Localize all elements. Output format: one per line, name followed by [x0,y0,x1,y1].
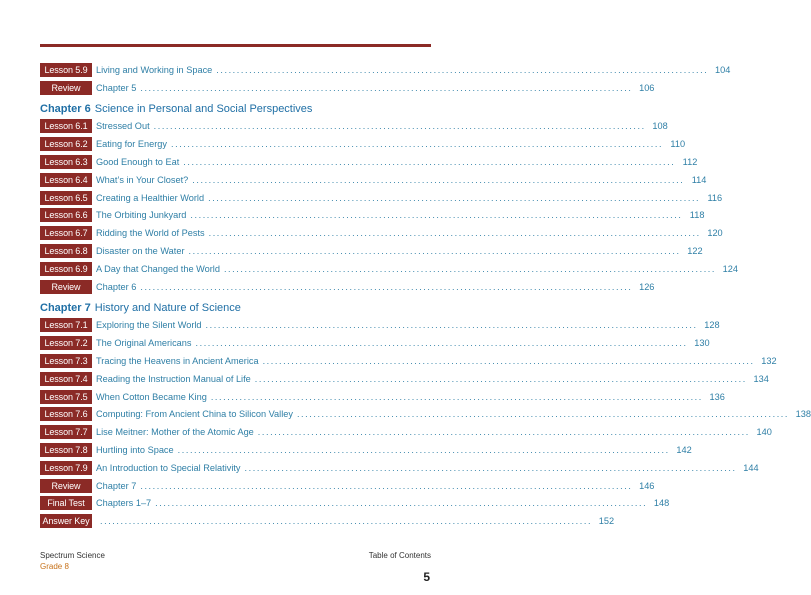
entry-page-number: 148 [653,498,670,509]
dot-leader: ........................................................................................................................ [183,157,676,168]
entry-title: Chapters 1–7 [96,498,155,508]
entry-title: Disaster on the Water [96,246,189,256]
toc-entry[interactable] [40,334,710,352]
dot-leader: ........................................................................................................................ [140,281,633,292]
dot-leader: ........................................................................................................................ [254,373,747,384]
toc-entry[interactable] [40,512,615,530]
series-name: Spectrum Science [40,551,105,560]
entry-badge: Lesson 7.7 [40,425,92,439]
entry-title: An Introduction to Special Relativity [96,463,245,473]
dot-leader: ........................................................................................................................ [205,320,698,331]
dot-leader: ........................................................................................................................ [257,427,750,438]
entry-title: The Original Americans [96,338,196,348]
entry-page-number: 146 [639,480,655,491]
entry-page-number: 116 [707,192,723,203]
dot-leader: ........................................................................................................................ [195,338,688,349]
dot-leader: ........................................................................................................................ [190,210,683,221]
toc-entry[interactable] [40,278,655,296]
dot-leader: ........................................................................................................................ [216,64,709,75]
entry-page-number: 118 [689,210,705,221]
toc-entry[interactable] [40,61,731,79]
toc-entry[interactable] [40,153,698,171]
entry-title: Stressed Out [96,121,154,131]
entry-page-number: 122 [687,246,703,257]
toc-entry[interactable] [40,189,723,207]
entry-badge: Lesson 7.8 [40,443,92,457]
dot-leader: ........................................................................................................................ [188,246,681,257]
chapter-number: Chapter 7 [40,301,91,314]
dot-leader: ........................................................................................................................ [262,356,755,367]
entry-page-number: 110 [670,139,686,150]
entry-badge: Lesson 6.6 [40,208,92,222]
entry-badge: Lesson 7.9 [40,461,92,475]
entry-title: Chapter 6 [96,282,140,292]
toc-section-a [40,61,731,97]
chapter-number: Chapter 6 [40,102,91,115]
entry-page-number: 108 [652,121,668,132]
dot-leader: ........................................................................................................................ [223,263,716,274]
entry-badge: Lesson 7.6 [40,407,92,421]
toc-entry[interactable] [40,406,811,424]
dot-leader: ........................................................................................................................ [100,516,593,527]
dot-leader: ........................................................................................................................ [153,121,646,132]
dot-leader: ........................................................................................................................ [140,82,633,93]
entry-badge: Lesson 6.8 [40,244,92,258]
toc-section-c [40,317,811,531]
entry-badge: Lesson 7.2 [40,336,92,350]
toc-entry[interactable] [40,260,738,278]
entry-badge: Lesson 7.5 [40,390,92,404]
toc-entry[interactable] [40,352,777,370]
dot-leader: ........................................................................................................................ [208,228,701,239]
toc-entry[interactable] [40,207,705,225]
dot-leader: ........................................................................................................................ [192,174,685,185]
dot-leader: ........................................................................................................................ [177,445,670,456]
entry-badge: Lesson 6.4 [40,173,92,187]
dot-leader: ........................................................................................................................ [208,192,701,203]
entry-badge: Lesson 7.3 [40,354,92,368]
table-of-contents [40,61,811,530]
entry-badge: Lesson 6.5 [40,191,92,205]
entry-page-number: 126 [639,281,655,292]
entry-title: Chapter 7 [96,481,140,491]
entry-page-number: 120 [707,228,723,239]
toc-entry[interactable] [40,495,670,513]
dot-leader: ........................................................................................................................ [155,498,648,509]
dot-leader: ........................................................................................................................ [244,462,737,473]
entry-page-number: 138 [795,409,811,420]
entry-title: Lise Meitner: Mother of the Atomic Age [96,427,258,437]
entry-page-number: 114 [691,174,707,185]
entry-title: Chapter 5 [96,83,140,93]
entry-badge: Review [40,81,92,95]
entry-title: A Day that Changed the World [96,264,224,274]
toc-entry[interactable] [40,441,692,459]
toc-entry[interactable] [40,370,769,388]
entry-badge: Lesson 6.9 [40,262,92,276]
entry-title: Eating for Energy [96,139,171,149]
toc-entry[interactable] [40,388,725,406]
entry-badge: Review [40,479,92,493]
entry-title: When Cotton Became King [96,392,211,402]
footer-section-name: Table of Contents [368,551,431,560]
entry-page-number: 132 [761,356,777,367]
entry-page-number: 124 [722,263,738,274]
entry-badge: Answer Key [40,514,92,528]
entry-badge: Lesson 6.3 [40,155,92,169]
chapter-heading-7 [40,296,431,317]
entry-title: Tracing the Heavens in Ancient America [96,356,263,366]
entry-badge: Review [40,280,92,294]
toc-entry[interactable] [40,423,772,441]
dot-leader: ........................................................................................................................ [171,139,664,150]
toc-entry[interactable] [40,477,655,495]
entry-title: Living and Working in Space [96,65,216,75]
toc-entry[interactable] [40,135,686,153]
dot-leader: ........................................................................................................................ [210,391,703,402]
entry-badge: Lesson 6.1 [40,119,92,133]
toc-entry[interactable] [40,317,720,335]
dot-leader: ........................................................................................................................ [140,480,633,491]
entry-title: The Orbiting Junkyard [96,210,190,220]
toc-entry[interactable] [40,242,703,260]
entry-page-number: 134 [753,373,769,384]
toc-section-b [40,118,738,296]
dot-leader: ........................................................................................................................ [296,409,790,420]
chapter-title: History and Nature of Science [94,301,241,314]
entry-badge: Final Test [40,496,92,510]
entry-page-number: 128 [704,320,720,331]
entry-badge: Lesson 6.2 [40,137,92,151]
toc-entry[interactable] [40,79,655,97]
entry-badge: Lesson 7.1 [40,318,92,332]
entry-title: Computing: From Ancient China to Silicon Valley [96,409,297,419]
entry-page-number: 104 [715,64,731,75]
toc-entry[interactable] [40,459,759,477]
entry-page-number: 152 [598,516,615,527]
chapter-title: Science in Personal and Social Perspectives [94,102,313,115]
grade-label: Grade 8 [40,561,69,571]
chapter-heading-6 [40,97,431,118]
toc-entry[interactable] [40,171,707,189]
entry-page-number: 144 [743,462,759,473]
toc-entry[interactable] [40,118,668,136]
entry-page-number: 112 [682,157,698,168]
entry-page-number: 106 [639,82,655,93]
entry-title: Ridding the World of Pests [96,228,209,238]
entry-title: What’s in Your Closet? [96,175,192,185]
entry-badge: Lesson 5.9 [40,63,92,77]
entry-page-number: 142 [676,445,692,456]
footer-left [40,551,105,572]
page-number: 5 [423,570,430,584]
entry-badge: Lesson 7.4 [40,372,92,386]
entry-title: Good Enough to Eat [96,157,183,167]
entry-title: Exploring the Silent World [96,320,206,330]
entry-title: Reading the Instruction Manual of Life [96,374,255,384]
entry-title: Hurtling into Space [96,445,178,455]
entry-page-number: 136 [709,391,725,402]
entry-page-number: 140 [756,427,772,438]
toc-entry[interactable] [40,224,723,242]
entry-badge: Lesson 6.7 [40,226,92,240]
entry-title: Creating a Healthier World [96,193,208,203]
entry-page-number: 130 [694,338,710,349]
top-rule [40,44,431,47]
